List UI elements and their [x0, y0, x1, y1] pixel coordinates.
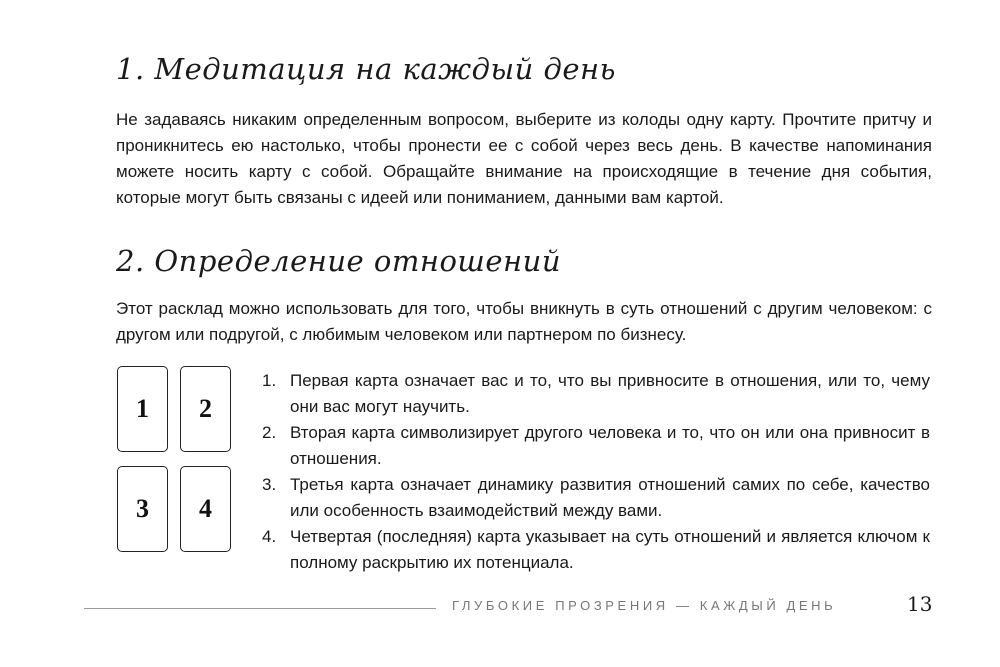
- list-item: [262, 524, 930, 576]
- card-spread-diagram: [117, 366, 235, 553]
- section-heading-daily-meditation: 1. Медитация на каждый день: [116, 52, 616, 86]
- section-text-relationships: Этот расклад можно использовать для того, чтобы вникнуть в суть отношений с другим человеком: с другом или подругой, с любимым человеком или партнером по бизнесу.: [116, 299, 932, 344]
- section-heading-relationships: 2. Определение отношений: [116, 244, 562, 278]
- card-position-4: 4: [180, 466, 231, 552]
- card-position-1: 1: [117, 366, 168, 452]
- list-item: [262, 420, 930, 472]
- list-item-text: Первая карта означает вас и то, что вы привносите в отношения, или то, чему они вас могут научить.: [290, 371, 930, 416]
- card-position-2: 2: [180, 366, 231, 452]
- footer-rule: [84, 608, 436, 609]
- list-item-number: 3.: [262, 475, 277, 494]
- list-item-number: 1.: [262, 371, 277, 390]
- section-text-daily-meditation: Не задаваясь никаким определенным вопросом, выберите из колоды одну карту. Прочтите притчу и проникнитесь ею настолько, чтобы пронести ее с собой через весь день. В качестве напоминания можете носить карту с собой. Обращайте внимание на происходящие в течение дня события, которые могут быть связаны с идеей или пониманием, данными вам картой.: [116, 110, 932, 207]
- page-number: 13: [907, 592, 933, 616]
- list-item: [262, 368, 930, 420]
- card-position-3: 3: [117, 466, 168, 552]
- list-item-number: 2.: [262, 423, 277, 442]
- list-item: [262, 472, 930, 524]
- list-item-text: Вторая карта символизирует другого человека и то, что он или она привносит в отношения.: [290, 423, 930, 468]
- list-item-text: Третья карта означает динамику развития отношений самих по себе, качество или особенность взаимодействий между вами.: [290, 475, 930, 520]
- list-item-number: 4.: [262, 527, 277, 546]
- card-meaning-list: [262, 368, 930, 576]
- list-item-text: Четвертая (последняя) карта указывает на суть отношений и является ключом к полному раскрытию их потенциала.: [290, 527, 930, 572]
- running-title: ГЛУБОКИЕ ПРОЗРЕНИЯ — КАЖДЫЙ ДЕНЬ: [452, 598, 837, 613]
